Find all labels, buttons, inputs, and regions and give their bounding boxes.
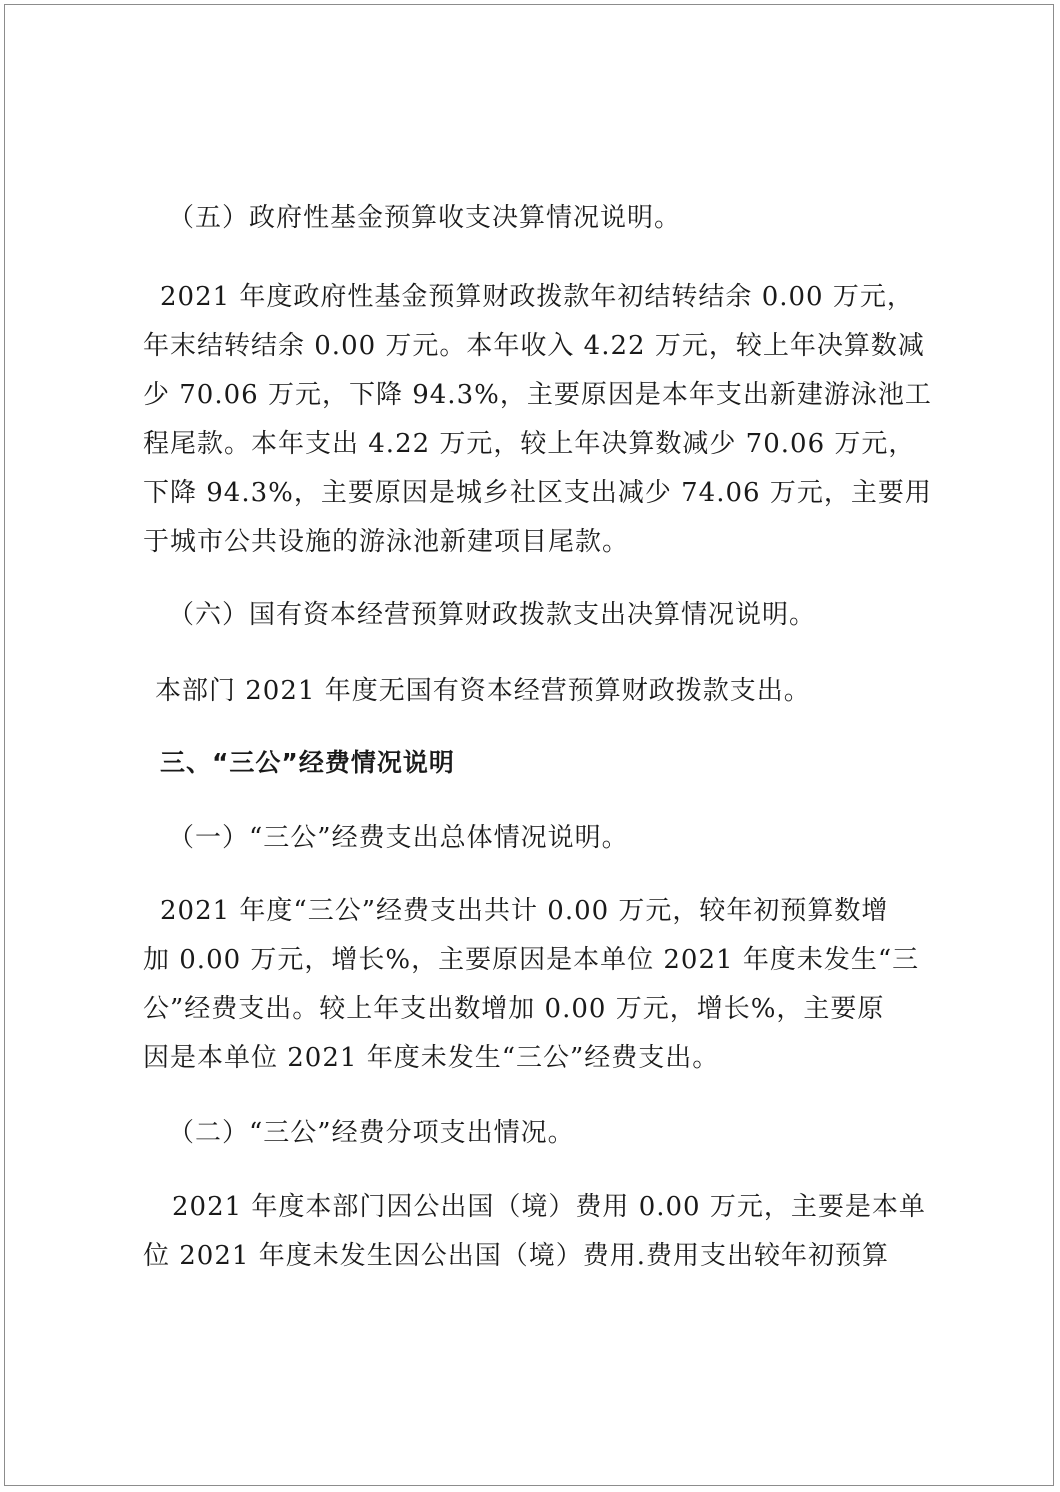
section-six-heading: （六）国有资本经营预算财政拨款支出决算情况说明。 [168, 600, 817, 630]
subsection-one-line: 2021 年度“三公”经费支出共计 0.00 万元，较年初预算数增 [160, 896, 889, 926]
section-five-line: 少 70.06 万元，下降 94.3%，主要原因是本年支出新建游泳池工 [143, 380, 932, 410]
subsection-two-heading: （二）“三公”经费分项支出情况。 [168, 1118, 575, 1148]
subsection-two-line: 位 2021 年度未发生因公出国（境）费用.费用支出较年初预算 [143, 1241, 889, 1271]
section-five-line: 年末结转结余 0.00 万元。本年收入 4.22 万元，较上年决算数减 [143, 331, 925, 361]
subsection-two-line: 2021 年度本部门因公出国（境）费用 0.00 万元，主要是本单 [172, 1192, 926, 1222]
section-five-heading: （五）政府性基金预算收支决算情况说明。 [168, 203, 682, 233]
section-five-line: 下降 94.3%，主要原因是城乡社区支出减少 74.06 万元，主要用 [143, 478, 932, 508]
subsection-one-line: 公”经费支出。较上年支出数增加 0.00 万元，增长%，主要原 [143, 994, 885, 1024]
subsection-one-line: 因是本单位 2021 年度未发生“三公”经费支出。 [143, 1043, 720, 1073]
section-five-line: 程尾款。本年支出 4.22 万元，较上年决算数减少 70.06 万元， [143, 429, 916, 459]
section-five-line: 2021 年度政府性基金预算财政拨款年初结转结余 0.00 万元， [160, 282, 914, 312]
section-five-line: 于城市公共设施的游泳池新建项目尾款。 [143, 527, 630, 557]
subsection-one-line: 加 0.00 万元，增长%，主要原因是本单位 2021 年度未发生“三 [143, 945, 920, 975]
subsection-one-heading: （一）“三公”经费支出总体情况说明。 [168, 823, 629, 853]
section-six-line: 本部门 2021 年度无国有资本经营预算财政拨款支出。 [155, 676, 811, 706]
part-three-heading: 三、“三公”经费情况说明 [160, 748, 455, 777]
